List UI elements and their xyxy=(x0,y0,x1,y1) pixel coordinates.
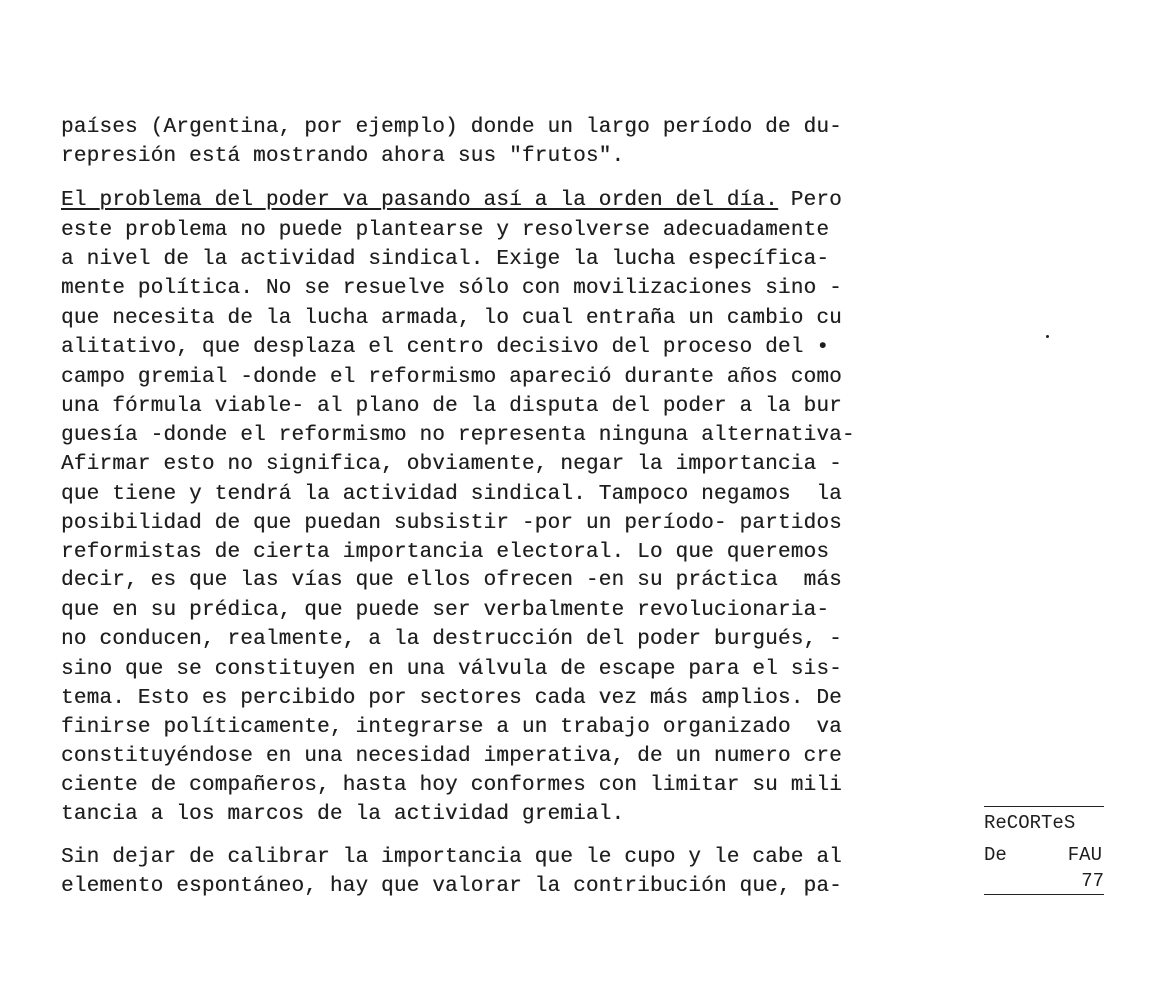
text-line: alitativo, que desplaza el centro decisivo del proceso del • xyxy=(61,336,830,359)
text-line: elemento espontáneo, hay que valorar la contribución que, pa- xyxy=(61,875,842,898)
text-line: decir, es que las vías que ellos ofrecen -en su práctica más xyxy=(61,569,842,592)
text-line: países (Argentina, por ejemplo) donde un largo período de du- xyxy=(61,116,842,139)
text-line: mente política. No se resuelve sólo con movilizaciones sino - xyxy=(61,277,842,300)
text-line: represión está mostrando ahora sus "frutos". xyxy=(61,145,625,168)
text-line: una fórmula viable- al plano de la disputa del poder a la bur xyxy=(61,395,842,418)
text-line: a nivel de la actividad sindical. Exige la lucha específica- xyxy=(61,248,830,271)
stamp-de: De xyxy=(984,844,1007,866)
text-line: que necesita de la lucha armada, lo cual entraña un cambio cu xyxy=(61,307,842,330)
stamp-rule-top xyxy=(984,806,1104,807)
text-line: que en su prédica, que puede ser verbalmente revolucionaria- xyxy=(61,599,830,622)
stamp-fau: FAU xyxy=(1067,844,1102,866)
text-line: campo gremial -donde el reformismo apareció durante años como xyxy=(61,366,842,389)
paragraph-heading-line xyxy=(61,186,842,215)
stamp-title: ReCORTeS xyxy=(984,812,1076,834)
text-line: finirse políticamente, integrarse a un trabajo organizado va xyxy=(61,716,842,739)
text-line: ciente de compañeros, hasta hoy conformes con limitar su mili xyxy=(61,774,842,797)
text-line: tancia a los marcos de la actividad gremial. xyxy=(61,803,625,826)
text-line: no conducen, realmente, a la destrucción del poder burgués, - xyxy=(61,628,842,651)
text-line: Sin dejar de calibrar la importancia que le cupo y le cabe al xyxy=(61,846,842,869)
stamp-rule-bottom xyxy=(984,894,1104,895)
text-line: reformistas de cierta importancia electoral. Lo que queremos xyxy=(61,541,830,564)
text-fragment: Pero xyxy=(777,189,842,212)
text-line: que tiene y tendrá la actividad sindical. Tampoco negamos la xyxy=(61,483,842,506)
page-number: 77 xyxy=(1081,870,1104,892)
ink-speck xyxy=(1046,335,1049,338)
text-line: posibilidad de que puedan subsistir -por un período- partidos xyxy=(61,512,842,535)
text-line: constituyéndose en una necesidad imperativa, de un numero cre xyxy=(61,745,842,768)
underlined-sentence: El problema del poder va pasando así a la orden del día. xyxy=(61,189,778,212)
text-line: este problema no puede plantearse y resolverse adecuadamente xyxy=(61,219,830,242)
text-line: tema. Esto es percibido por sectores cada vez más amplios. De xyxy=(61,687,842,710)
text-line: Afirmar esto no significa, obviamente, negar la importancia - xyxy=(61,453,842,476)
stamp-subtitle xyxy=(984,842,1102,868)
text-line: guesía -donde el reformismo no representa ninguna alternativa- xyxy=(61,424,855,447)
text-line: sino que se constituyen en una válvula de escape para el sis- xyxy=(61,658,842,681)
